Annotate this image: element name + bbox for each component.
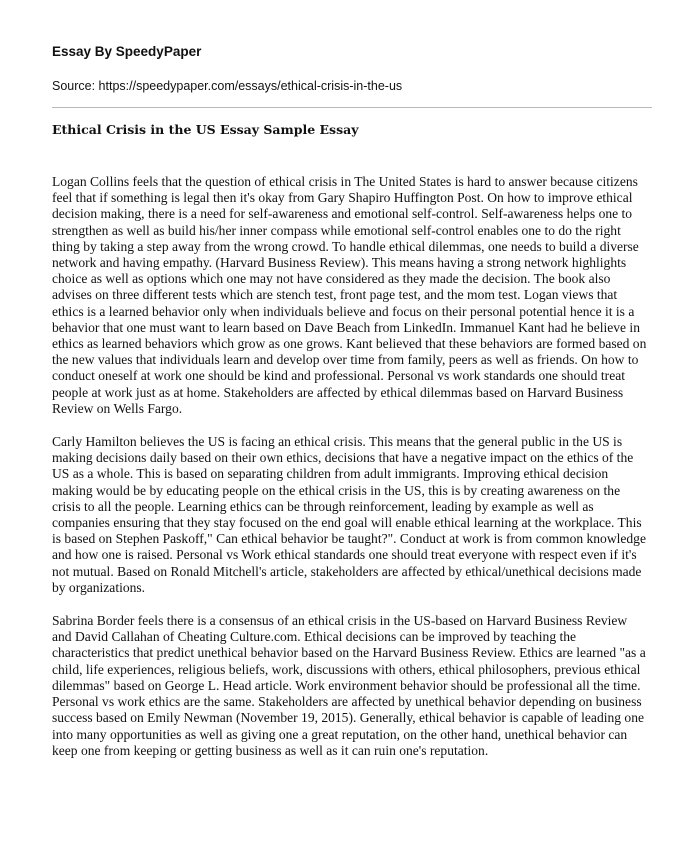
essay-paragraph-3: Sabrina Border feels there is a consensus of an ethical crisis in the US-based on Harvard Business Review and David Callahan of Cheating Culture.com. Ethical decisions can be improved by teaching the characteristics that predict unethical behavior based on the Harvard Business Review. Ethics are learned "as a child, life experiences, religious beliefs, work, discussions with others, ethical philosophers, previous ethical dilemmas" based on George L. Head article. Work environment behavior should be professional all the time. Personal vs work ethics are the same. Stakeholders are affected by unethical behavior depending on business success based on Emily Newman (November 19, 2015). Generally, ethical behavior is capable of leading one into many opportunities as well as giving one a great reputation, on the other hand, unethical behavior can keep one from keeping or getting business as well as it can ruin one's reputation. [52, 613, 646, 758]
brand-heading: Essay By SpeedyPaper [52, 44, 202, 59]
essay-paragraph-1: Logan Collins feels that the question of ethical crisis in The United States is hard to answer because citizens feel that if something is legal then it's okay from Gary Shapiro Huffington Post. On how to improve ethical decision making, there is a need for self-awareness and emotional self-control. Self-awareness helps one to strengthen as well as build his/her inner compass while emotional self-control enables one to do the right thing by taking a step away from the wrong crowd. To handle ethical dilemmas, one needs to build a diverse network and having empathy. (Harvard Business Review). This means having a strong network highlights choice as well as options which one may not have considered as they made the decision. The book also advises on three different tests which are stench test, front page test, and the mom test. Logan views that ethics is a learned behavior only when individuals believe and focus on their personal potential hence it is a behavior that one must want to learn based on Dave Beach from LinkedIn. Immanuel Kant had he believe in ethics as learned behaviors which grow as one grows. Kant believed that these behaviors are formed based on the new values that individuals learn and develop over time from family, peers as well as friends. On how to conduct oneself at work one should be kind and professional. Personal vs work standards one should treat people at work just as at home. Stakeholders are affected by ethical dilemmas based on Harvard Business Review on Wells Fargo. [52, 174, 647, 416]
source-line: Source: https://speedypaper.com/essays/ethical-crisis-in-the-us [52, 79, 403, 93]
essay-paragraph-2: Carly Hamilton believes the US is facing an ethical crisis. This means that the general public in the US is making decisions daily based on their own ethics, decisions that have a negative impact on the ethics of the US as a whole. This is based on separating children from adult immigrants. Improving ethical decision making would be by educating people on the ethical crisis in the US, this is by creating awareness on the crisis to all the people. Learning ethics can be through reinforcement, leading by example as well as companies ensuring that they stay focused on the end goal will enable ethical learning at the workplace. This is based on Stephen Paskoff," Can ethical behavior be taught?". Conduct at work is from common knowledge and how one is raised. Personal vs Work ethical standards one should treat everyone with respect even if it's not mutual. Based on Ronald Mitchell's article, stakeholders are affected by ethical/unethical decisions made by organizations. [52, 434, 646, 595]
essay-title: Ethical Crisis in the US Essay Sample Essay [52, 122, 359, 137]
header-divider [52, 107, 652, 108]
document-header [52, 44, 652, 93]
essay-body [52, 174, 648, 776]
